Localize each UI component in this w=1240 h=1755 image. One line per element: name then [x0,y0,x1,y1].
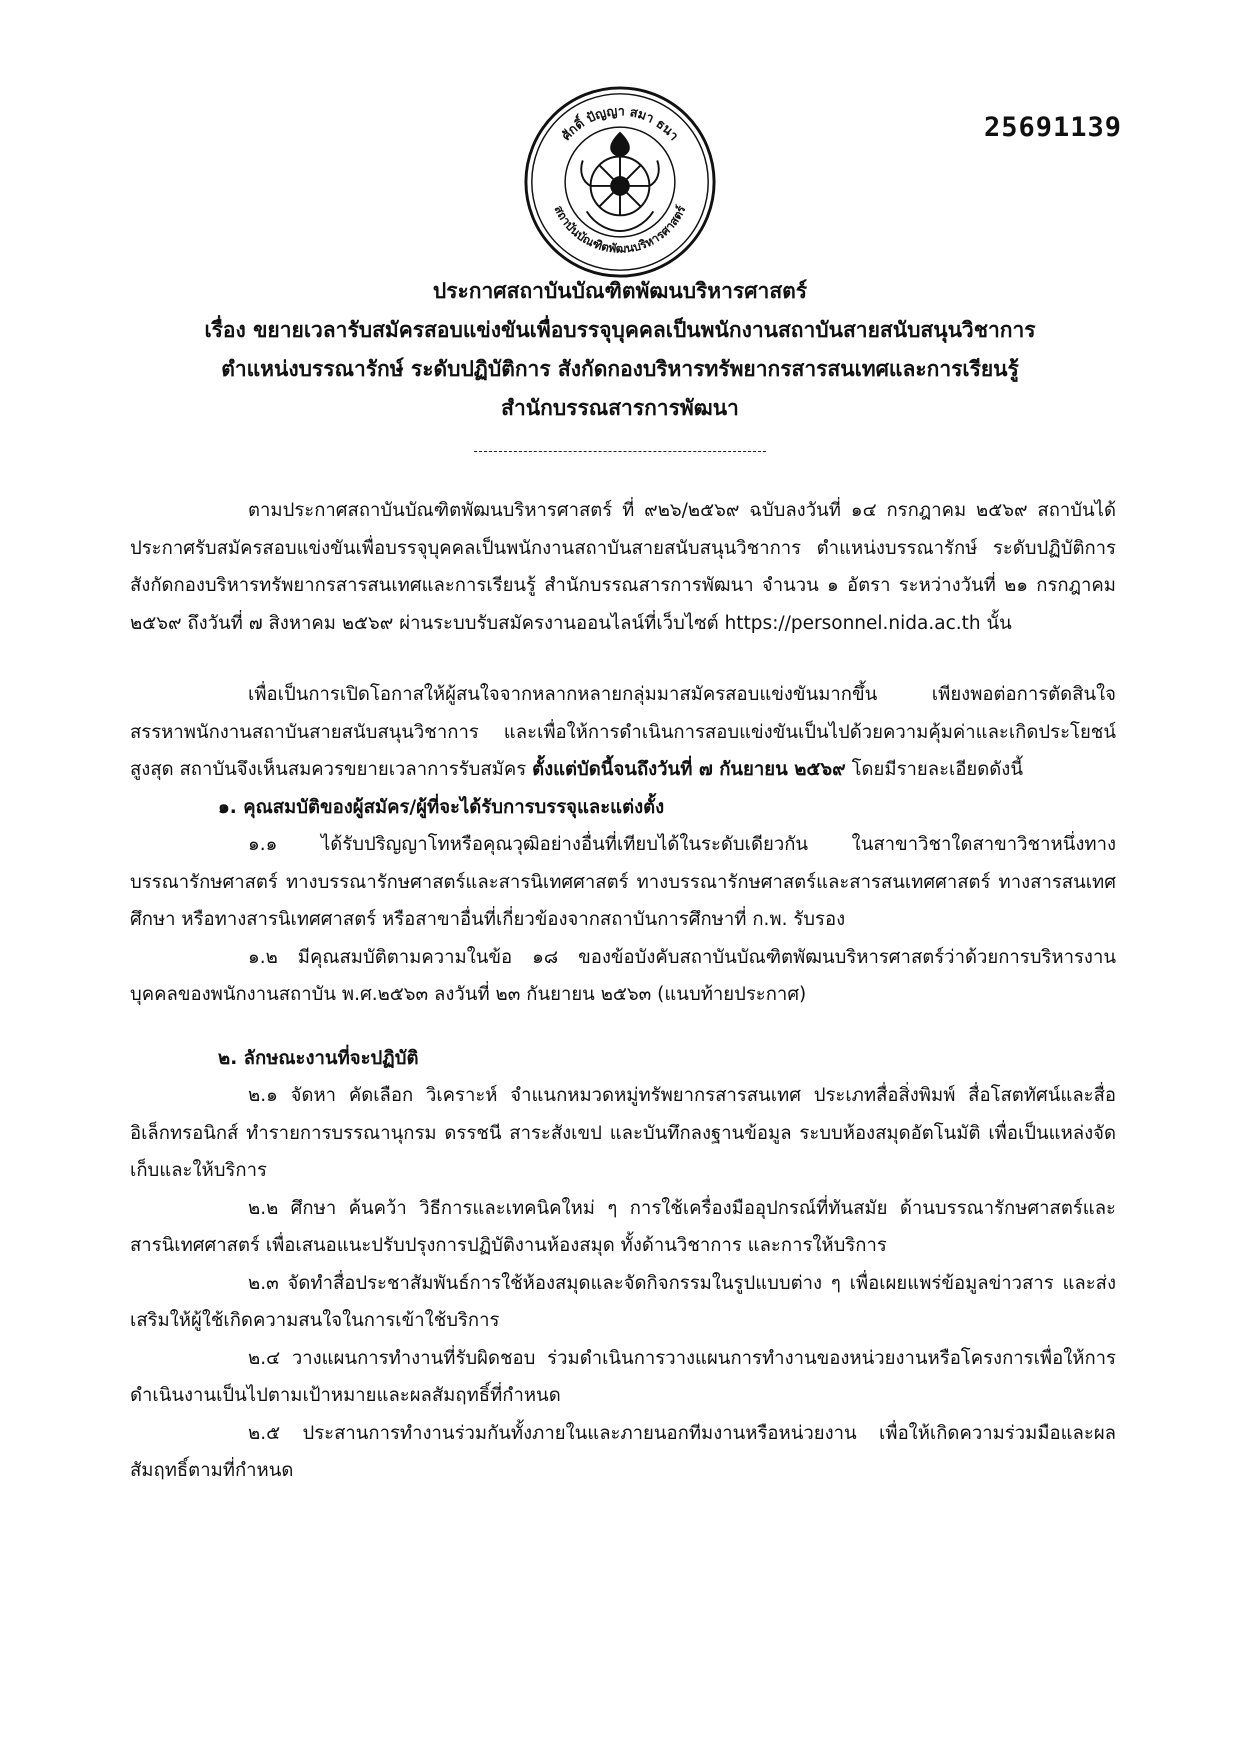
title-line: เรื่อง ขยายเวลารับสมัครสอบแข่งขันเพื่อบรรจุบุคคลเป็นพนักงานสถาบันสายสนับสนุนวิชาการ [204,318,1036,342]
section-2-item: ๒.๓ จัดทำสื่อประชาสัมพันธ์การใช้ห้องสมุดและจัดกิจกรรมในรูปแบบต่าง ๆ เพื่อเผยแพร่ข้อมูลข่าวสาร และส่งเสริมให้ผู้ใช้เกิดความสนใจในการเข้าใช้บริการ [130,1272,1116,1331]
section-1-heading: ๑. คุณสมบัติของผู้สมัคร/ผู้ที่จะได้รับการบรรจุและแต่งตั้ง [218,796,665,818]
section-2-item: ๒.๕ ประสานการทำงานร่วมกันทั้งภายในและภายนอกทีมงานหรือหน่วยงาน เพื่อให้เกิดความร่วมมือและผลสัมฤทธิ์ตามที่กำหนด [130,1422,1116,1481]
section-2-item: ๒.๔ วางแผนการทำงานที่รับผิดชอบ ร่วมดำเนินการวางแผนการทำงานของหน่วยงานหรือโครงการเพื่อให้การดำเนินงานเป็นไปตามเป้าหมายและผลสัมฤทธิ์ที่กำหนด [130,1347,1116,1406]
title-line: ตำแหน่งบรรณารักษ์ ระดับปฏิบัติการ สังกัดกองบริหารทรัพยากรสารสนเทศและการเรียนรู้ [221,357,1019,381]
extension-deadline: ตั้งแต่บัดนี้จนถึงวันที่ ๗ กันยายน ๒๕๖๙ [532,759,846,780]
extension-paragraph [130,676,1116,789]
section-2-heading: ๒. ลักษณะงานที่จะปฏิบัติ [218,1047,419,1069]
section-1-item: ๑.๑ ได้รับปริญญาโทหรือคุณวุฒิอย่างอื่นที่เทียบได้ในระดับเดียวกัน ในสาขาวิชาใดสาขาวิชาหนึ่งทางบรรณารักษศาสตร์ ทางบรรณารักษศาสตร์และสารนิเทศศาสตร์ ทางบรรณารักษศาสตร์และสารสนเทศศาสตร์ ทางสารสนเทศศึกษา หรือทางสารนิเทศศาสตร์ หรือสาขาอื่นที่เกี่ยวข้องจากสถาบันการศึกษาที่ ก.พ. รับรอง [130,834,1116,930]
seal-top-text: ศักดิ์ ปัญญา สมา ธนา [558,104,682,144]
title-line: ประกาศสถาบันบัณฑิตพัฒนบริหารศาสตร์ [432,279,808,303]
section-2-item: ๒.๒ ศึกษา ค้นคว้า วิธีการและเทคนิคใหม่ ๆ การใช้เครื่องมืออุปกรณ์ที่ทันสมัย ด้านบรรณารักษศาสตร์และสารนิเทศศาสตร์ เพื่อเสนอแนะปรับปรุงการปฏิบัติงานห้องสมุด ทั้งด้านวิชาการ และการให้บริการ [130,1197,1116,1256]
seal-bottom-text: สถาบันบัณฑิตพัฒนบริหารศาสตร์ [551,203,689,256]
announcement-title [0,272,1240,428]
section-2-item: ๒.๑ จัดหา คัดเลือก วิเคราะห์ จำแนกหมวดหมู่ทรัพยากรสารสนเทศ ประเภทสื่อสิ่งพิมพ์ สื่อโสตทัศน์และสื่ออิเล็กทรอนิกส์ ทำรายการบรรณานุกรม ดรรชนี สาระสังเขป และบันทึกลงฐานข้อมูล ระบบห้องสมุดอัตโนมัติ เพื่อเป็นแหล่งจัดเก็บและให้บริการ [130,1085,1116,1181]
document-body [130,492,1116,1490]
extension-paragraph-lead: เพื่อเป็นการเปิดโอกาสให้ผู้สนใจจากหลากหลายกลุ่มมาสมัครสอบแข่งขันมากขึ้น เพียงพอต่อการตัดสินใจสรรหาพนักงานสถาบันสายสนับสนุนวิชาการ และเพื่อให้การดำเนินการสอบแข่งขันเป็นไปด้วยความคุ้มค่าและเกิดประโยชน์สูงสุด สถาบันจึงเห็นสมควรขยายเวลาการรับสมัคร [130,684,1116,780]
extension-paragraph-tail: โดยมีรายละเอียดดังนี้ [851,759,1023,780]
intro-paragraph: ตามประกาศสถาบันบัณฑิตพัฒนบริหารศาสตร์ ที่ ๙๒๖/๒๕๖๙ ฉบับลงวันที่ ๑๔ กรกฎาคม ๒๕๖๙ สถาบันได้ประกาศรับสมัครสอบแข่งขันเพื่อบรรจุบุคคลเป็นพนักงานสถาบันสายสนับสนุนวิชาการ ตำแหน่งบรรณารักษ์ ระดับปฏิบัติการ สังกัดกองบริหารทรัพยากรสารสนเทศและการเรียนรู้ สำนักบรรณสารการพัฒนา จำนวน ๑ อัตรา ระหว่างวันที่ ๒๑ กรกฎาคม ๒๕๖๙ ถึงวันที่ ๗ สิงหาคม ๒๕๖๙ ผ่านระบบรับสมัครงานออนไลน์ที่เว็บไซต์ https://personnel.nida.ac.th นั้น [130,500,1116,634]
document-number: 25691139 [983,112,1122,143]
title-line: สำนักบรรณสารการพัฒนา [501,396,739,420]
institution-seal-logo [522,84,718,280]
title-separator-line [474,451,766,452]
section-1-item: ๑.๒ มีคุณสมบัติตามความในข้อ ๑๘ ของข้อบังคับสถาบันบัณฑิตพัฒนบริหารศาสตร์ว่าด้วยการบริหารงานบุคคลของพนักงานสถาบัน พ.ศ.๒๕๖๓ ลงวันที่ ๒๓ กันยายน ๒๕๖๓ (แนบท้ายประกาศ) [130,946,1116,1005]
